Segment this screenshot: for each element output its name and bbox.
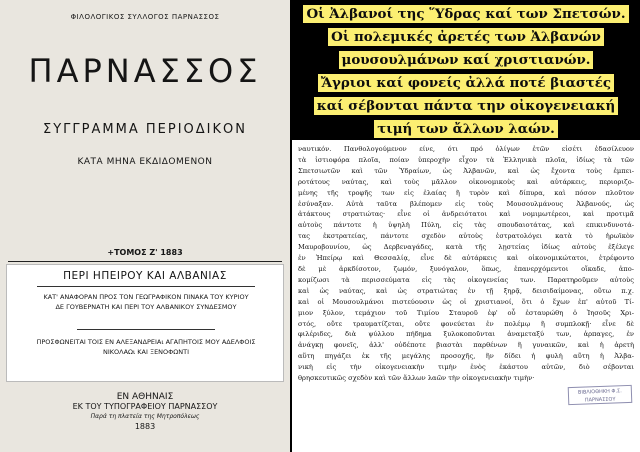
text-line: Σπετσιωτῶν καὶ τῶν Ὑδραίων, ὡς Ἀλβανῶν, καὶ ὡς ἔχοντα τοὺς ἐμπει- [298, 166, 634, 175]
publisher-year: 1883 [134, 422, 156, 431]
text-line: μιον ξύλον, τεμάχιον τοῦ Τιμίου Σταυροῦ ἐφ' οὗ ἐσταυρώθη ὁ Ἰησοῦς Χρι- [298, 308, 634, 317]
caption-line: Ἄγριοι καί φονείς ἀλλά ποτέ βιαστές [318, 74, 614, 92]
publication-frequency: ΚΑΤΑ ΜΗΝΑ ΕΚΔΙΔΟΜΕΝΟΝ [77, 157, 213, 167]
publisher-city: ΕΝ ΑΘΗΝΑΙΣ [116, 392, 174, 402]
publisher-name: ΕΚ ΤΟΥ ΤΥΠΟΓΡΑΦΕΙΟΥ ΠΑΡΝΑΣΣΟΥ [72, 402, 218, 411]
text-line: δὲ μὲ ἀρκδίσοτον, ζωμόν, ξυνόγαλον, ὅπως, ἐπανερχόμεντοι οἴκαδε, ἀπο- [298, 264, 634, 273]
text-line: τας ἐκστρατείας, πάντοτε σχεδὸν αὐτοὺς ἐστρατολόγει κατὰ τὸ ἡρωϊκὸν [298, 232, 634, 241]
article-subtitle [11, 292, 281, 312]
article-subtitle-line: ΚΑΤ' ΑΝΑΦΟΡΑΝ ΠΡΟΣ ΤΟΝ ΓΕΩΓΡΑΦΙΚΟΝ ΠΙΝΑΚΑ ΤΟΥ ΚΥΡΙΟΥ [43, 293, 249, 301]
caption-line: Οἱ Ἀλβανοί της Ὕδρας καί των Σπετσών. [303, 5, 628, 23]
text-line: ἐν Ἠπείρῳ καὶ Θεσσαλίᾳ, εἶνε δὲ αὐτάρκεις καὶ οἰκονομικώτατοι, ἐτρέφοντο [298, 254, 634, 263]
text-line: Μαυροβουνίου, ὡς Δερβεναγάδες, κατὰ τῆς λῃστείας ἰδίως αὐτοὺς ἐξέλεγε [298, 243, 634, 252]
text-line: ἀνάγκῃ φονεῖς, ἀλλ' οὐδέποτε βιαστὰι παρθένων ἢ γυναικῶν, καὶ ἡ ἀρετὴ [298, 341, 634, 350]
text-line: ναυτικόν. Πανθολογούμενον είνε, ότι πρό ὀλίγων ἐτῶν εἰσέτι ἐδασίλευον [298, 145, 634, 153]
caption-line: μουσουλμάνων καί χριστιανών. [339, 51, 594, 69]
text-line: νικὴ εἰς τὴν οἰκογενειακὴν τιμὴν ἑνὸς ἑκάστου αὐτῶν, διὸ σέβονται [298, 363, 634, 372]
divider [77, 329, 215, 330]
text-line: καὶ οἱ Μουσουλμάνοι πιστεύουσιν ὡς οἱ χριστιανοί, ὅτι ὁ ἔχων ἐπ' αὐτοῦ Τί- [298, 297, 634, 306]
text-line: τὰ ἰστιοφόρα πλοῖα, ποίαν ὑπεροχὴν εἶχον τὰ Ἑλληνικὰ πλοῖα, ἰδίως τὰ τῶν [298, 155, 634, 164]
divider [37, 286, 255, 287]
journal-cover [0, 0, 290, 452]
article-title-box [6, 264, 284, 382]
text-page-excerpt [292, 140, 640, 452]
text-line: κομίζωσι τὰ περισσεύματα εἰς τὰς οἰκογενείας των. Παρατηροῦμεν αὐτοὺς [298, 275, 634, 284]
volume-label: +ΤΟΜΟΣ Ζ' 1883 [107, 248, 183, 257]
caption-line: Οἱ πολεμικές ἀρετές των Ἀλβανών [328, 28, 604, 46]
publisher-block [0, 392, 290, 432]
text-line: φιλέριδες, διὰ ψύλλου πήδημα ξυλοκοποῦνται ἀναμεταξύ των, ἁρπαγες, ἐν [298, 330, 634, 339]
text-line: ἐσύναξαν. Αὐτὰ ταῦτα βλέπομεν εἰς τοὺς Μουσουλμάνους Ἀλβανούς, ὡς [298, 199, 634, 208]
library-stamp: ΒΙΒΛΙΟΘΗΚΗ Φ.Σ. ΠΑΡΝΑΣΣΟΥ [568, 385, 633, 405]
text-line: αὕτη πηγάζει ἐκ τῆς μεγάλης προσοχῆς, ἣν δίδει ἡ φυλὴ αὕτη ἡ Ἀλβα- [298, 352, 634, 361]
journal-subtitle: ΣΥΓΓΡΑΜΜΑ ΠΕΡΙΟΔΙΚΟΝ [43, 122, 247, 137]
dedication [11, 337, 281, 357]
text-line: θρησκευτικῶς σχεδὸν καὶ τῶν ἄλλων λαῶν τὴν οἰκογενειακὴν τιμὴν· [298, 374, 535, 383]
publisher-address: Παρά τη πλατεία της Μητροπόλεως [90, 413, 200, 420]
text-line: ἀτάκτους στρατιώτας· εἶνε οἱ ἀνδρειότατοι καὶ νομιμωτέρεοι, καὶ προτιμᾶ [298, 210, 634, 219]
dedication-line: ΠΡΟΣΦΩΝΕΙΤΑΙ ΤΟΙΣ ΕΝ ΑΛΕΞΑΝΔΡΕΙΑι ΑΓΑΠΗΤΟΙΣ ΜΟΥ ΑΔΕΛΦΟΙΣ [36, 338, 256, 346]
article-subtitle-line: ΔΕ ΓΟΥΒΕΡΝΑΤΗ ΚΑΙ ΠΕΡΙ ΤΟΥ ΑΛΒΑΝΙΚΟΥ ΣΥΝΔΕΣΜΟΥ [55, 303, 237, 311]
volume-text: ΤΟΜΟΣ Ζ' 1883 [114, 248, 183, 257]
caption-line: καί σέβονται πάντα την οἰκογενειακή [314, 97, 618, 115]
society-name: ΦΙΛΟΛΟΓΙΚΟΣ ΣΥΛΛΟΓΟΣ ΠΑΡΝΑΣΣΟΣ [70, 13, 220, 21]
text-line: αὐτοὺς πάντοτε ἡ ὑψηλὴ Πύλη, εἰς τὰς σπουδαιοτάτας, καὶ επικινδυνοτά- [298, 221, 634, 230]
text-line: καὶ ὡς ναύτας, καὶ ὡς στρατιώτας ἐν τῇ ξηρᾷ, δεισιδαίμονας, οὕτω π.χ. [298, 286, 634, 295]
journal-title: ΠΑΡΝΑΣΣΟΣ [28, 52, 262, 90]
article-title: ΠΕΡΙ ΗΠΕΙΡΟΥ ΚΑΙ ΑΛΒΑΝΙΑΣ [63, 270, 227, 282]
caption-line: τιμή των ἄλλων λαών. [374, 120, 558, 138]
caption-overlay [292, 0, 640, 138]
text-line: μένης τῆς τροφῆς των εἰς ἐλαίας ἢ τυρὸν καὶ δίπυρα, καὶ πόσον πλοῦτον [298, 188, 634, 197]
text-line: ροτάτους ναύτας, καὶ τοὺς μᾶλλον οἰκονομικοὺς καὶ αὐτάρκεις, περιοριζο- [298, 177, 634, 186]
dedication-line: ΝΙΚΟΛΑΩι ΚΑΙ ΞΕΝΟΦΩΝΤΙ [102, 348, 189, 356]
text-line: στός, οὔτε τραυματίζεται, οὔτε φονεύεται ἐν πολέμῳ ἢ συμπλοκῇ· εἶνε δὲ [298, 319, 634, 328]
divider [8, 261, 282, 262]
